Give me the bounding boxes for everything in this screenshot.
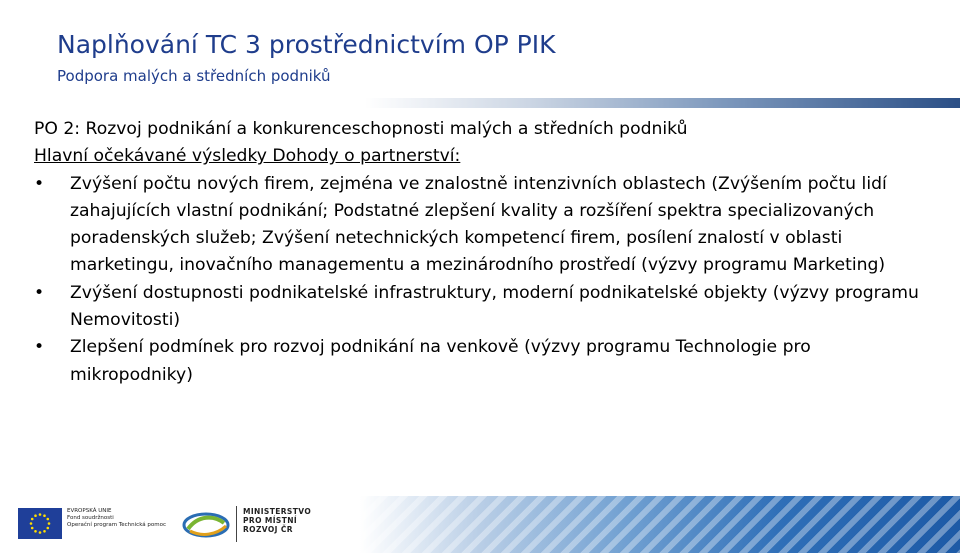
- footer: [0, 496, 960, 553]
- list-item-text: Zvýšení dostupnosti podnikatelské infrastruktury, moderní podnikatelské objekty (výzvy programu Nemovitosti): [70, 282, 919, 331]
- eu-logo-text: [67, 508, 177, 529]
- priority-heading: PO 2: Rozvoj podnikání a konkurenceschopnosti malých a středních podniků: [34, 119, 688, 139]
- header-divider: [0, 98, 960, 108]
- eu-star-icon: [39, 513, 42, 516]
- results-label: Hlavní očekávané výsledky Dohody o partnerství:: [34, 146, 461, 167]
- eu-star-icon: [31, 518, 34, 521]
- slide-title: Naplňování TC 3 prostřednictvím OP PIK: [57, 30, 556, 59]
- eu-star-icon: [34, 530, 37, 533]
- footer-decoration: [360, 496, 960, 553]
- bullet-icon: •: [34, 337, 45, 358]
- bullet-icon: •: [34, 173, 45, 194]
- eu-star-icon: [48, 522, 51, 525]
- logo-divider: [236, 506, 237, 542]
- slide-content: [34, 116, 934, 389]
- eu-star-icon: [43, 514, 46, 517]
- list-item: [34, 334, 934, 389]
- list-item-text: Zvýšení počtu nových firem, zejména ve znalostně intenzivních oblastech (Zvýšením počtu lidí zahajujících vlastní podnikání; Podstatné zlepšení kvality a rozšíření spektra specializovaných poradenských služeb; Zvýšení netechnických kompetencí firem, posílení znalostí v oblasti marketingu, inovačního managementu a mezinárodního prostředí (výzvy programu Marketing): [70, 173, 887, 276]
- ministry-line: MINISTERSTVO: [243, 507, 312, 516]
- list-item-text: Zlepšení podmínek pro rozvoj podnikání na venkově (výzvy programu Technologie pro mikropodniky): [70, 337, 811, 385]
- eu-flag-icon: [18, 508, 62, 539]
- eu-line: Fond soudržnosti: [67, 515, 114, 521]
- list-item: [34, 171, 934, 280]
- ministry-line: PRO MÍSTNÍ: [243, 516, 298, 525]
- eu-star-icon: [43, 530, 46, 533]
- eu-star-icon: [39, 531, 42, 534]
- ministry-logo-text: [243, 507, 311, 534]
- eu-star-icon: [31, 527, 34, 530]
- ministry-line: ROZVOJ ČR: [243, 525, 293, 534]
- eu-star-icon: [46, 518, 49, 521]
- list-item: [34, 280, 934, 335]
- slide-subtitle: Podpora malých a středních podniků: [57, 67, 331, 85]
- eu-star-icon: [46, 527, 49, 530]
- eu-line: EVROPSKÁ UNIE: [67, 508, 112, 514]
- eu-star-icon: [34, 514, 37, 517]
- eu-star-icon: [30, 522, 33, 525]
- eu-line: Operační program Technická pomoc: [67, 522, 167, 528]
- mmr-logo-icon: [182, 511, 230, 539]
- bullet-icon: •: [34, 282, 45, 303]
- results-list: [34, 171, 934, 389]
